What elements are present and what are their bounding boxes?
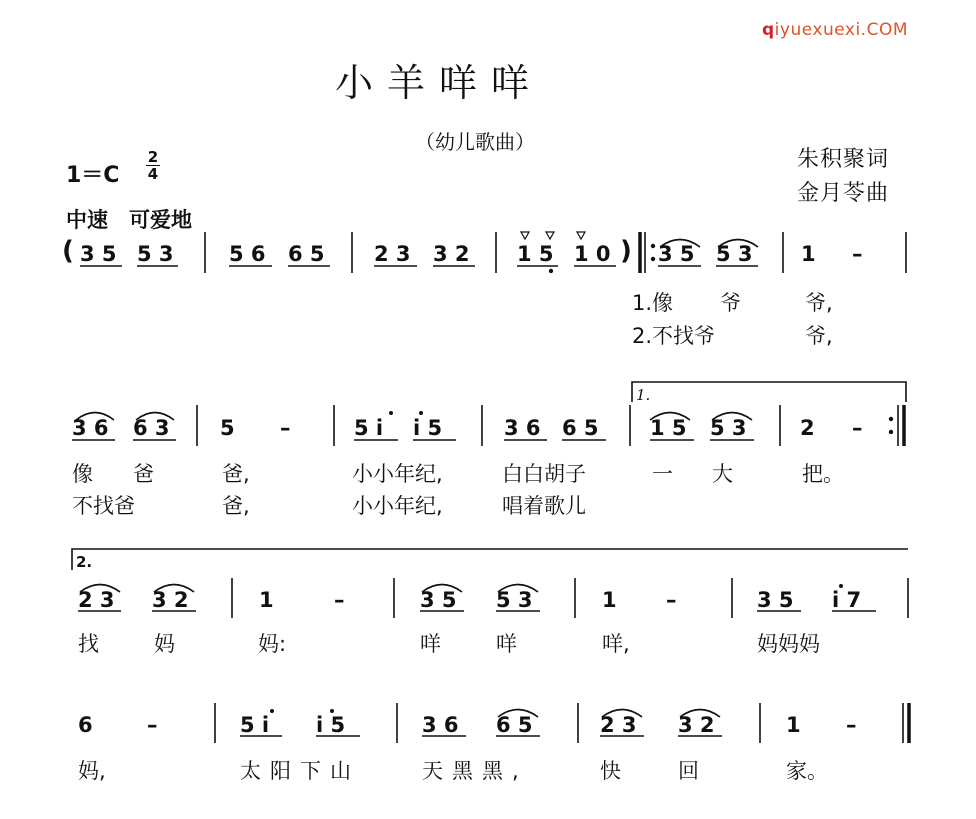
lyric: 2.不找爷 bbox=[632, 324, 716, 348]
note-group: 1 bbox=[602, 588, 617, 612]
note-group: 2 3 bbox=[374, 242, 411, 266]
intro-close-paren: ) bbox=[620, 236, 632, 266]
note-group: 3 6 bbox=[422, 713, 459, 737]
lyric: 1.像 bbox=[632, 291, 674, 315]
volta-1-label: 1. bbox=[636, 386, 651, 404]
note-group: 6 5 bbox=[496, 713, 533, 737]
lyric: 妈, bbox=[78, 759, 106, 783]
note-group: 3 5 bbox=[80, 242, 117, 266]
note-group: 5 6 bbox=[229, 242, 266, 266]
lyric: 妈 bbox=[154, 632, 175, 656]
note-group: 5 i bbox=[354, 416, 384, 440]
note-group: 1 0 bbox=[574, 242, 611, 266]
site-watermark: qiyuexuexi.COM bbox=[762, 20, 908, 40]
note-group: – bbox=[334, 588, 345, 612]
note-group: 5 3 bbox=[137, 242, 174, 266]
note-group: i 5 bbox=[413, 416, 443, 440]
key-signature: 1＝C bbox=[66, 163, 120, 188]
note-group: – bbox=[666, 588, 677, 612]
song-subtitle: （幼儿歌曲） bbox=[415, 130, 535, 154]
lyric: 回 bbox=[678, 759, 699, 783]
note-group: 1 5 bbox=[517, 242, 554, 266]
lyric: 不找爸 bbox=[72, 494, 135, 518]
lyric: 唱着歌儿 bbox=[502, 494, 586, 518]
note-group: 3 6 bbox=[504, 416, 541, 440]
note-group: 1 5 bbox=[650, 416, 687, 440]
note-group: 1 bbox=[801, 242, 816, 266]
note-group: 6 5 bbox=[288, 242, 325, 266]
note-group: i 5 bbox=[316, 713, 346, 737]
note-group: i 7 bbox=[832, 588, 862, 612]
note-group: 2 3 bbox=[78, 588, 115, 612]
lyric: 大 bbox=[712, 462, 733, 486]
note-group: – bbox=[147, 713, 158, 737]
lyric: 小小年纪, bbox=[352, 494, 443, 518]
lyric: 咩, bbox=[602, 632, 630, 656]
lyric: 找 bbox=[78, 632, 99, 656]
note-group: – bbox=[846, 713, 857, 737]
lyric: 爸, bbox=[222, 462, 250, 486]
tempo-marking: 中速 可爱地 bbox=[66, 208, 192, 232]
note-group: 5 3 bbox=[710, 416, 747, 440]
lyric: 咩 bbox=[420, 632, 441, 656]
time-signature-top: 2 bbox=[147, 148, 159, 166]
lyric: 爷 bbox=[720, 291, 741, 315]
lyric: 妈妈妈 bbox=[757, 632, 820, 656]
note-group: 6 3 bbox=[133, 416, 170, 440]
note-group: 6 5 bbox=[562, 416, 599, 440]
note-group: 3 5 bbox=[658, 242, 695, 266]
composer-credit: 金月苓曲 bbox=[797, 181, 890, 206]
note-group: – bbox=[852, 416, 863, 440]
note-group: – bbox=[280, 416, 291, 440]
lyricist-credit: 朱积聚词 bbox=[797, 147, 890, 172]
lyric: 一 bbox=[652, 462, 673, 486]
note-group: 3 5 bbox=[420, 588, 457, 612]
lyric: 快 bbox=[600, 759, 621, 783]
lyric: 爸, bbox=[222, 494, 250, 518]
lyric: 家。 bbox=[786, 759, 828, 783]
note-group: 1 bbox=[259, 588, 274, 612]
intro-open-paren: ( bbox=[62, 236, 74, 266]
note-group: 3 2 bbox=[152, 588, 189, 612]
note-group: 3 2 bbox=[678, 713, 715, 737]
song-title: 小羊咩咩 bbox=[335, 61, 544, 105]
note-group: 5 bbox=[220, 416, 235, 440]
lyric: 爸 bbox=[133, 462, 154, 486]
volta-2-label: 2. bbox=[76, 553, 93, 571]
time-signature-bottom: 4 bbox=[147, 165, 159, 183]
lyric: 像 bbox=[72, 462, 93, 486]
note-group: 2 3 bbox=[600, 713, 637, 737]
note-group: 1 bbox=[786, 713, 801, 737]
lyric: 妈: bbox=[258, 632, 287, 656]
note-group: 2 bbox=[800, 416, 815, 440]
lyric: 爷, bbox=[805, 324, 833, 348]
note-group: – bbox=[852, 242, 863, 266]
note-group: 3 5 bbox=[757, 588, 794, 612]
note-group: 6 bbox=[78, 713, 93, 737]
lyric: 爷, bbox=[805, 291, 833, 315]
lyric: 把。 bbox=[802, 462, 844, 486]
note-group: 5 3 bbox=[716, 242, 753, 266]
lyric: 白白胡子 bbox=[502, 462, 586, 486]
note-group: 3 6 bbox=[72, 416, 109, 440]
lyric: 天黑黑, bbox=[422, 759, 528, 783]
note-group: 3 2 bbox=[433, 242, 470, 266]
lyric: 小小年纪, bbox=[352, 462, 443, 486]
note-group: 5 3 bbox=[496, 588, 533, 612]
note-group: 5 i bbox=[240, 713, 270, 737]
lyric: 太阳下山 bbox=[240, 759, 360, 783]
lyric: 咩 bbox=[496, 632, 517, 656]
